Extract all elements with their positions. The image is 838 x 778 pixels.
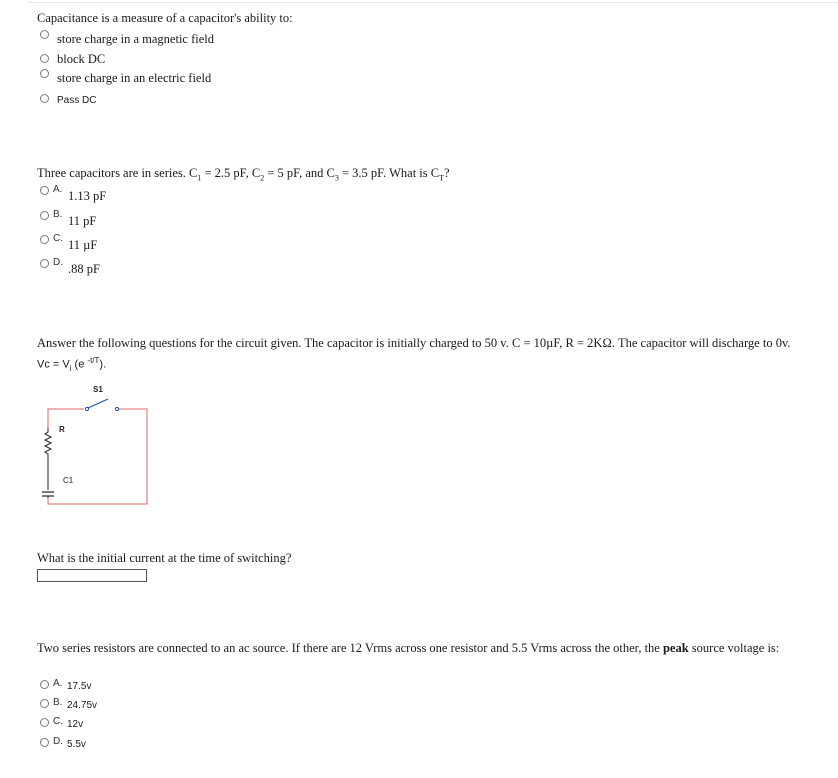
q4-option-b-label: 24.75v xyxy=(67,700,98,711)
q2-option-c-letter: C. xyxy=(53,233,63,244)
wire-top-left xyxy=(48,409,84,428)
q1-option-3-label: store charge in an electric field xyxy=(57,71,212,85)
q1-option-1-radio[interactable] xyxy=(40,30,49,39)
q4-option-a-letter: A. xyxy=(53,678,63,689)
q2-option-c-label: 11 µF xyxy=(68,238,98,252)
q4-option-c-radio[interactable] xyxy=(40,718,49,727)
switch-contact-right xyxy=(115,407,118,410)
q2-option-d-label: .88 pF xyxy=(68,262,100,276)
q3-formula: $Vc = V_i$ (e $^{-t/T}$). xyxy=(37,356,107,373)
q3-sub-question: What is the initial current at the time of switching? xyxy=(37,551,292,565)
wire-right-loop xyxy=(48,409,147,504)
q2-option-b-label: 11 pF xyxy=(68,214,97,228)
switch-blade xyxy=(88,399,108,408)
q1-option-1-label: store charge in a magnetic field xyxy=(57,32,214,46)
q4-option-a-label: 17.5v xyxy=(67,681,92,692)
q4-option-c-letter: C. xyxy=(53,716,63,727)
q1-option-2-label: block DC xyxy=(57,52,106,66)
rc-circuit-diagram xyxy=(36,380,156,520)
initial-current-input[interactable] xyxy=(37,569,147,582)
q4-option-c-label: 12v xyxy=(67,719,84,730)
q4-option-d-letter: D. xyxy=(53,736,63,747)
top-divider xyxy=(28,2,838,3)
q1-option-3-radio[interactable] xyxy=(40,69,49,78)
q4-prompt: Two series resistors are connected to an ac source. If there are 12 Vrms across one resistor and 5.5 Vrms across the other, the peak source voltage is: xyxy=(37,641,780,655)
q2-option-c-radio[interactable] xyxy=(40,235,49,244)
q1-option-4-label: Pass DC xyxy=(57,95,97,106)
q2-option-d-radio[interactable] xyxy=(40,259,49,268)
q2-prompt: Three capacitors are in series. $C_1 = 2.5$ pF, $C_2 = 5$ pF, and $C_3 = 3.5$ pF. What is $C_T$? xyxy=(37,166,450,183)
q4-option-b-radio[interactable] xyxy=(40,699,49,708)
q1-option-4-radio[interactable] xyxy=(40,94,49,103)
q4-option-d-label: 5.5v xyxy=(67,739,86,750)
q3-prompt: Answer the following questions for the circuit given. The capacitor is initially charged to 50 v. C = 10µF, R = 2KΩ. The capacitor will discharge to 0v. xyxy=(37,336,791,350)
q2-option-a-radio[interactable] xyxy=(40,186,49,195)
capacitor-label: C1 xyxy=(63,476,74,485)
q2-option-b-letter: B. xyxy=(53,209,63,220)
q4-option-b-letter: B. xyxy=(53,697,63,708)
q2-option-a-letter: A. xyxy=(53,184,63,195)
q1-prompt: Capacitance is a measure of a capacitor's ability to: xyxy=(37,11,293,25)
q1-option-2-radio[interactable] xyxy=(40,54,49,63)
resistor-symbol xyxy=(45,428,51,490)
q2-option-a-label: 1.13 pF xyxy=(68,189,107,203)
q4-option-a-radio[interactable] xyxy=(40,680,49,689)
q4-option-d-radio[interactable] xyxy=(40,738,49,747)
q2-option-d-letter: D. xyxy=(53,257,63,268)
q2-option-b-radio[interactable] xyxy=(40,211,49,220)
switch-label: S1 xyxy=(93,385,103,394)
resistor-label: R xyxy=(59,425,65,434)
